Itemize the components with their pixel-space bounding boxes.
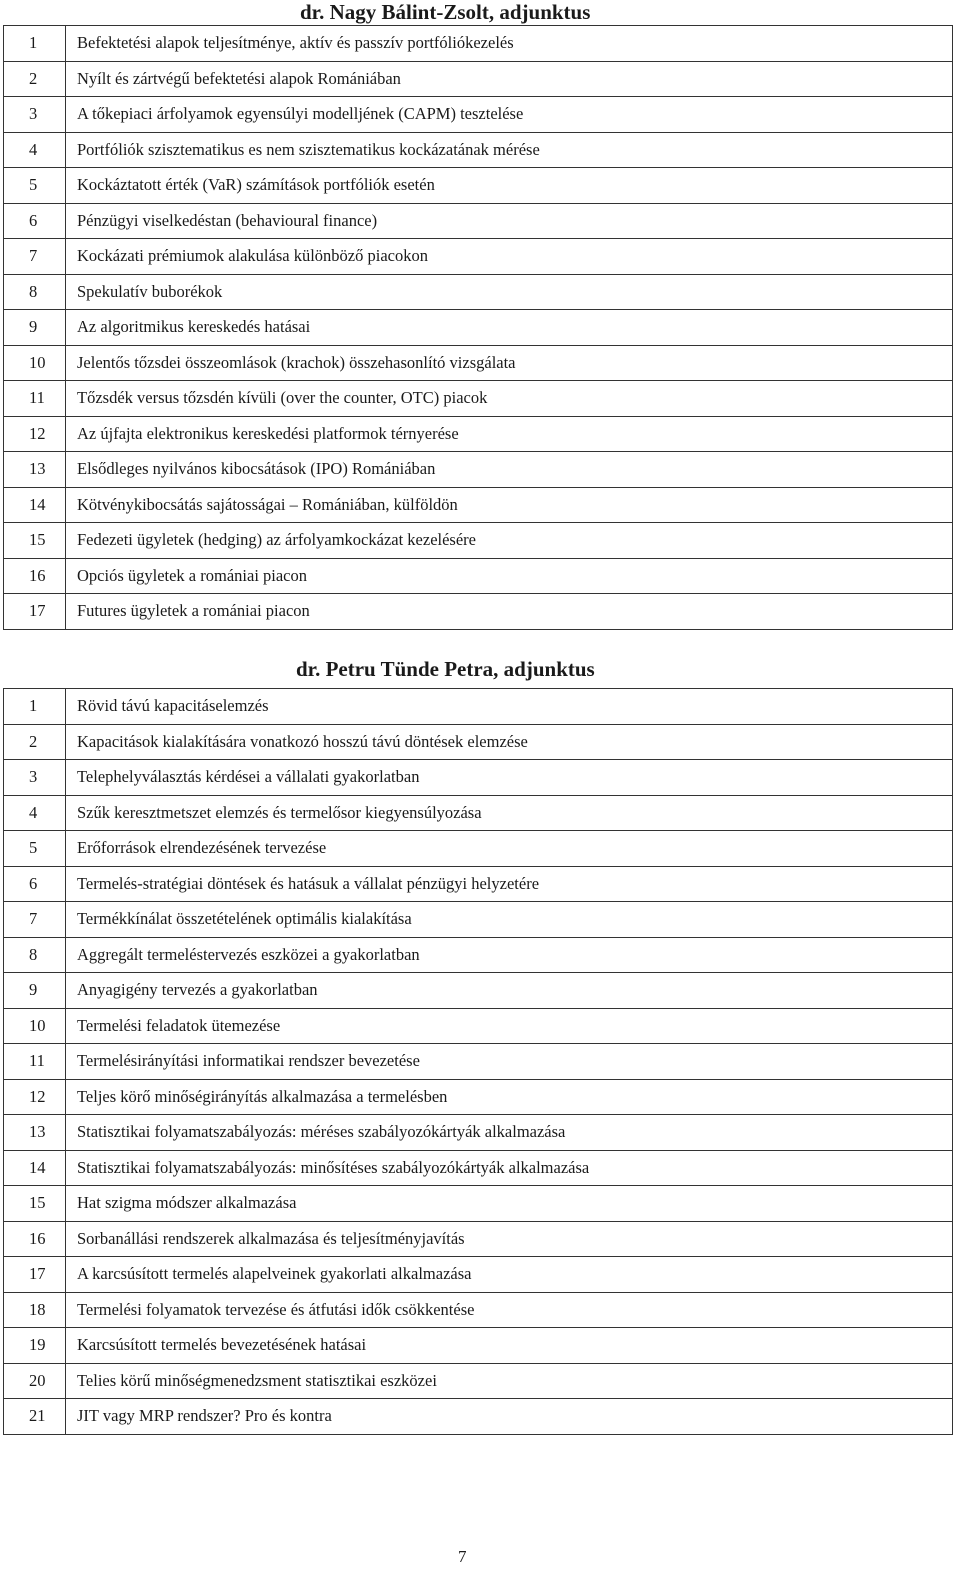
topic-title: Termelés-stratégiai döntések és hatásuk a vállalat pénzügyi helyzetére (66, 866, 953, 902)
topic-number: 16 (4, 1221, 66, 1257)
topic-number: 4 (4, 795, 66, 831)
topic-number: 13 (4, 452, 66, 488)
topic-number: 3 (4, 97, 66, 133)
table-row (4, 1079, 953, 1115)
table-row (4, 831, 953, 867)
table-row (4, 26, 953, 62)
topic-title: Telephelyválasztás kérdései a vállalati gyakorlatban (66, 760, 953, 796)
topic-number: 15 (4, 523, 66, 559)
topic-number: 18 (4, 1292, 66, 1328)
table-row (4, 274, 953, 310)
topic-title: Pénzügyi viselkedéstan (behavioural finance) (66, 203, 953, 239)
topic-title: Termelésirányítási informatikai rendszer bevezetése (66, 1044, 953, 1080)
topic-number: 11 (4, 1044, 66, 1080)
table-row (4, 203, 953, 239)
table-row (4, 558, 953, 594)
table-row (4, 1150, 953, 1186)
topic-title: Opciós ügyletek a romániai piacon (66, 558, 953, 594)
table-row (4, 1399, 953, 1435)
table-row (4, 168, 953, 204)
topic-title: Hat szigma módszer alkalmazása (66, 1186, 953, 1222)
topic-title: Anyagigény tervezés a gyakorlatban (66, 973, 953, 1009)
table-row (4, 795, 953, 831)
topic-number: 9 (4, 310, 66, 346)
topic-title: Termelési folyamatok tervezése és átfutási idők csökkentése (66, 1292, 953, 1328)
table-row (4, 760, 953, 796)
topic-number: 17 (4, 594, 66, 630)
table-row (4, 1008, 953, 1044)
topic-number: 6 (4, 866, 66, 902)
topic-title: Telies körű minőségmenedzsment statisztikai eszközei (66, 1363, 953, 1399)
topic-number: 8 (4, 274, 66, 310)
topic-number: 12 (4, 1079, 66, 1115)
topic-title: Jelentős tőzsdei összeomlások (krachok) összehasonlító vizsgálata (66, 345, 953, 381)
topics-table-nagy (3, 25, 953, 630)
topic-number: 15 (4, 1186, 66, 1222)
table-row (4, 1328, 953, 1364)
topic-number: 10 (4, 345, 66, 381)
topic-number: 3 (4, 760, 66, 796)
topic-title: A tőkepiaci árfolyamok egyensúlyi modelljének (CAPM) tesztelése (66, 97, 953, 133)
topic-title: Erőforrások elrendezésének tervezése (66, 831, 953, 867)
section-heading-nagy: dr. Nagy Bálint-Zsolt, adjunktus (300, 0, 591, 24)
table-row (4, 724, 953, 760)
table-row (4, 1186, 953, 1222)
topic-title: Karcsúsított termelés bevezetésének hatásai (66, 1328, 953, 1364)
topic-number: 2 (4, 61, 66, 97)
topic-title: Termelési feladatok ütemezése (66, 1008, 953, 1044)
table-row (4, 487, 953, 523)
topic-title: Szűk keresztmetszet elemzés és termelősor kiegyensúlyozása (66, 795, 953, 831)
table-row (4, 523, 953, 559)
topic-title: JIT vagy MRP rendszer? Pro és kontra (66, 1399, 953, 1435)
topic-number: 16 (4, 558, 66, 594)
topic-title: Teljes körő minőségirányítás alkalmazása a termelésben (66, 1079, 953, 1115)
topic-title: Statisztikai folyamatszabályozás: méréses szabályozókártyák alkalmazása (66, 1115, 953, 1151)
topic-number: 20 (4, 1363, 66, 1399)
topic-title: Tőzsdék versus tőzsdén kívüli (over the counter, OTC) piacok (66, 381, 953, 417)
topic-title: Termékkínálat összetételének optimális kialakítása (66, 902, 953, 938)
topic-title: Aggregált termeléstervezés eszközei a gyakorlatban (66, 937, 953, 973)
topic-title: Spekulatív buborékok (66, 274, 953, 310)
topic-number: 2 (4, 724, 66, 760)
topic-number: 4 (4, 132, 66, 168)
topic-title: Sorbanállási rendszerek alkalmazása és teljesítményjavítás (66, 1221, 953, 1257)
topic-number: 14 (4, 1150, 66, 1186)
topic-number: 21 (4, 1399, 66, 1435)
topic-number: 11 (4, 381, 66, 417)
topic-title: Kapacitások kialakítására vonatkozó hosszú távú döntések elemzése (66, 724, 953, 760)
table-row (4, 689, 953, 725)
topic-number: 12 (4, 416, 66, 452)
topic-title: Kockázati prémiumok alakulása különböző piacokon (66, 239, 953, 275)
table-row (4, 381, 953, 417)
table-row (4, 61, 953, 97)
topic-title: Az algoritmikus kereskedés hatásai (66, 310, 953, 346)
table-row (4, 132, 953, 168)
topic-title: Rövid távú kapacitáselemzés (66, 689, 953, 725)
topic-number: 1 (4, 26, 66, 62)
topic-title: Fedezeti ügyletek (hedging) az árfolyamkockázat kezelésére (66, 523, 953, 559)
topic-number: 6 (4, 203, 66, 239)
topic-number: 7 (4, 239, 66, 275)
table-row (4, 937, 953, 973)
topic-title: Nyílt és zártvégű befektetési alapok Romániában (66, 61, 953, 97)
topic-title: Kötvénykibocsátás sajátosságai – Romániában, külföldön (66, 487, 953, 523)
topic-number: 5 (4, 831, 66, 867)
section-heading-petru: dr. Petru Tünde Petra, adjunktus (296, 657, 595, 681)
table-row (4, 345, 953, 381)
table-row (4, 973, 953, 1009)
table-row (4, 1363, 953, 1399)
topic-number: 13 (4, 1115, 66, 1151)
table-row (4, 1221, 953, 1257)
topic-number: 5 (4, 168, 66, 204)
table-row (4, 239, 953, 275)
topic-title: Futures ügyletek a romániai piacon (66, 594, 953, 630)
topic-number: 17 (4, 1257, 66, 1293)
topic-number: 10 (4, 1008, 66, 1044)
table-row (4, 416, 953, 452)
page-number: 7 (458, 1547, 467, 1566)
topic-number: 1 (4, 689, 66, 725)
topic-title: Statisztikai folyamatszabályozás: minősítéses szabályozókártyák alkalmazása (66, 1150, 953, 1186)
topic-number: 7 (4, 902, 66, 938)
table-row (4, 1044, 953, 1080)
topic-title: Portfóliók szisztematikus es nem szisztematikus kockázatának mérése (66, 132, 953, 168)
topic-number: 8 (4, 937, 66, 973)
table-row (4, 97, 953, 133)
topic-title: Kockáztatott érték (VaR) számítások portfóliók esetén (66, 168, 953, 204)
table-row (4, 1292, 953, 1328)
table-row (4, 594, 953, 630)
table-row (4, 1257, 953, 1293)
table-row (4, 866, 953, 902)
topic-title: Az újfajta elektronikus kereskedési platformok térnyerése (66, 416, 953, 452)
topic-title: Elsődleges nyilvános kibocsátások (IPO) Romániában (66, 452, 953, 488)
topic-number: 9 (4, 973, 66, 1009)
table-row (4, 310, 953, 346)
table-row (4, 1115, 953, 1151)
table-row (4, 902, 953, 938)
topic-number: 19 (4, 1328, 66, 1364)
topic-title: Befektetési alapok teljesítménye, aktív és passzív portfóliókezelés (66, 26, 953, 62)
topic-number: 14 (4, 487, 66, 523)
table-row (4, 452, 953, 488)
topic-title: A karcsúsított termelés alapelveinek gyakorlati alkalmazása (66, 1257, 953, 1293)
topics-table-petru (3, 688, 953, 1435)
